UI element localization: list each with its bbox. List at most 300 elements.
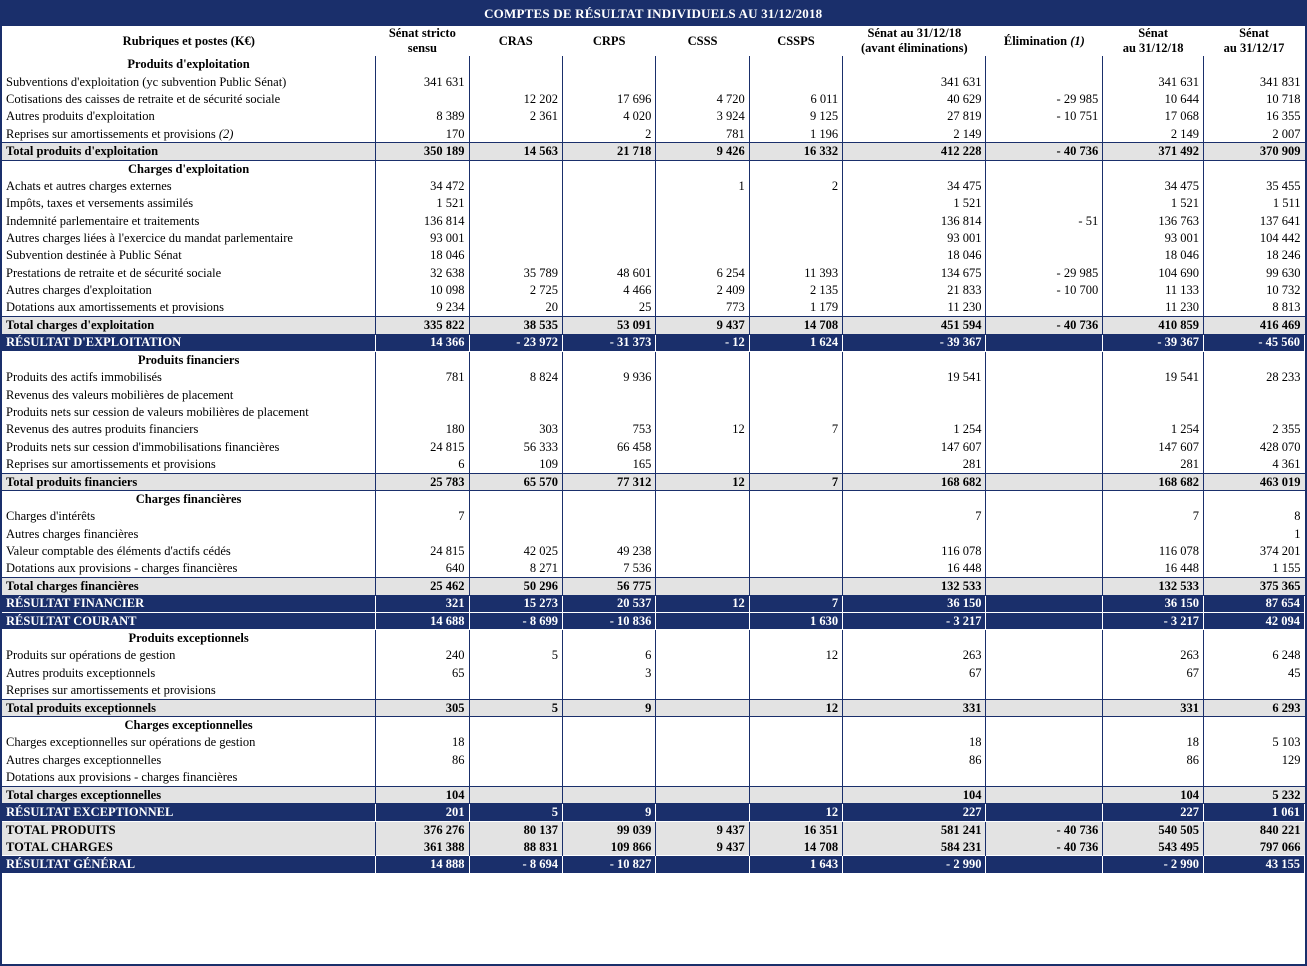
row-label: Charges d'exploitation [2, 160, 376, 177]
row-cell: 2 361 [469, 108, 562, 125]
row-label: Autres charges exceptionnelles [2, 752, 376, 769]
row-cell [656, 160, 749, 177]
row-cell [562, 734, 655, 751]
row-cell: 14 366 [376, 334, 469, 351]
row-cell: 7 [749, 421, 842, 438]
row-cell [1103, 717, 1204, 734]
row-label: Autres charges liées à l'exercice du mandat parlementaire [2, 230, 376, 247]
row-cell: 4 720 [656, 91, 749, 108]
row-label: Charges d'intérêts [2, 508, 376, 525]
row-cell [656, 352, 749, 369]
row-cell [376, 717, 469, 734]
row-cell: 93 001 [1103, 230, 1204, 247]
row-cell [749, 786, 842, 803]
row-cell: 4 020 [562, 108, 655, 125]
row-cell: - 2 990 [843, 856, 986, 873]
row-cell: 14 888 [376, 856, 469, 873]
row-cell: 93 001 [376, 230, 469, 247]
row-cell [986, 439, 1103, 456]
row-cell [843, 630, 986, 647]
page-title: COMPTES DE RÉSULTAT INDIVIDUELS AU 31/12/2018 [2, 2, 1305, 26]
row-cell [469, 630, 562, 647]
row-cell: 1 521 [1103, 195, 1204, 212]
row-label: Charges financières [2, 491, 376, 508]
row-label: TOTAL PRODUITS [2, 821, 376, 838]
row-cell [986, 699, 1103, 716]
row-cell [749, 247, 842, 264]
row-cell: 263 [843, 647, 986, 664]
row-cell: 8 813 [1272, 300, 1301, 315]
row-cell: 3 924 [656, 108, 749, 125]
row-cell: 10 644 [1103, 91, 1204, 108]
row-cell: 227 [843, 804, 986, 821]
row-cell: 49 238 [562, 543, 655, 560]
column-header-5: CSSPS [777, 33, 815, 48]
row-cell: 8 [1294, 509, 1301, 524]
row-cell: 147 607 [1103, 439, 1204, 456]
row-cell: 12 [656, 595, 749, 612]
row-cell: 132 533 [843, 578, 986, 595]
row-label: Total produits financiers [2, 473, 376, 490]
row-cell: 104 [843, 786, 986, 803]
row-cell [469, 491, 562, 508]
row-cell [376, 352, 469, 369]
row-label: RÉSULTAT FINANCIER [2, 595, 376, 612]
row-cell [1103, 630, 1204, 647]
row-cell: 14 708 [749, 839, 842, 856]
row-cell: - 2 990 [1103, 856, 1204, 873]
row-cell [749, 439, 842, 456]
row-cell: 6 [562, 647, 655, 664]
row-cell: 18 046 [843, 247, 986, 264]
row-cell [1103, 56, 1204, 73]
row-cell [1204, 352, 1305, 369]
row-cell [1204, 404, 1305, 421]
row-label: Produits nets sur cession d'immobilisations financières [2, 439, 376, 456]
table-row [2, 526, 1305, 543]
row-cell: 341 631 [1103, 73, 1204, 90]
row-cell: 21 718 [562, 143, 655, 160]
row-cell [1204, 717, 1305, 734]
row-cell [749, 230, 842, 247]
row-cell: 56 775 [562, 578, 655, 595]
row-cell: 4 466 [562, 282, 655, 299]
row-cell: - 29 985 [986, 265, 1103, 282]
row-cell [469, 665, 562, 682]
row-cell: - 40 736 [986, 143, 1103, 160]
row-label: Autres produits exceptionnels [2, 665, 376, 682]
row-cell: 321 [376, 595, 469, 612]
row-cell: 34 472 [376, 178, 469, 195]
row-cell: 25 783 [376, 473, 469, 490]
row-cell: 45 [1288, 665, 1301, 680]
row-cell [1103, 404, 1204, 421]
table-row [2, 317, 1305, 334]
row-cell: - 12 [656, 334, 749, 351]
row-cell [843, 682, 986, 699]
row-cell: 12 202 [469, 91, 562, 108]
row-cell: 6 [376, 456, 469, 473]
row-cell: 132 533 [1103, 578, 1204, 595]
row-cell [1103, 526, 1204, 543]
row-cell: 10 718 [1266, 91, 1301, 106]
row-cell [656, 613, 749, 630]
row-cell: 543 495 [1103, 839, 1204, 856]
row-cell: 341 831 [1259, 74, 1301, 89]
table-row [2, 108, 1305, 125]
row-cell [656, 682, 749, 699]
row-cell [562, 230, 655, 247]
row-cell: - 23 972 [469, 334, 562, 351]
row-cell: 2 135 [749, 282, 842, 299]
row-cell: 376 276 [376, 821, 469, 838]
row-cell [843, 386, 986, 403]
row-cell [656, 630, 749, 647]
row-cell [656, 786, 749, 803]
column-header-7: Élimination (1) [1003, 33, 1085, 48]
row-cell [656, 56, 749, 73]
table-row [2, 404, 1305, 421]
row-cell [656, 734, 749, 751]
row-cell: 6 254 [656, 265, 749, 282]
row-cell: 12 [749, 804, 842, 821]
row-label: RÉSULTAT COURANT [2, 613, 376, 630]
row-cell [376, 386, 469, 403]
row-cell [656, 647, 749, 664]
row-cell: 263 [1103, 647, 1204, 664]
row-cell: 2 007 [1272, 126, 1301, 141]
table-row [2, 91, 1305, 108]
row-cell [986, 717, 1103, 734]
row-cell: 21 833 [843, 282, 986, 299]
row-cell: 5 [469, 699, 562, 716]
row-cell [986, 404, 1103, 421]
row-cell: 35 789 [469, 265, 562, 282]
row-cell: 14 688 [376, 613, 469, 630]
row-cell [469, 769, 562, 786]
row-cell: 28 233 [1266, 370, 1301, 385]
row-cell [656, 856, 749, 873]
row-cell: 9 [562, 804, 655, 821]
row-cell: 17 068 [1103, 108, 1204, 125]
row-cell: 840 221 [1204, 821, 1305, 838]
row-cell: 18 [376, 734, 469, 751]
row-cell: 2 355 [1272, 422, 1301, 437]
row-cell [656, 769, 749, 786]
row-cell: 2 409 [656, 282, 749, 299]
row-cell [986, 299, 1103, 316]
row-cell: 10 098 [376, 282, 469, 299]
row-cell [376, 160, 469, 177]
table-row [2, 613, 1305, 630]
row-cell [562, 195, 655, 212]
row-cell [1204, 682, 1305, 699]
table-row [2, 334, 1305, 351]
row-cell: 3 [562, 665, 655, 682]
row-cell: 7 [376, 508, 469, 525]
table-row [2, 265, 1305, 282]
row-cell: 134 675 [843, 265, 986, 282]
row-cell: 16 448 [843, 560, 986, 577]
row-cell [749, 734, 842, 751]
row-label: Charges exceptionnelles [2, 717, 376, 734]
row-cell [656, 439, 749, 456]
row-cell [376, 769, 469, 786]
row-label: Autres charges financières [2, 526, 376, 543]
row-cell [1103, 160, 1204, 177]
row-cell [986, 613, 1103, 630]
row-label: RÉSULTAT EXCEPTIONNEL [2, 804, 376, 821]
row-cell: 18 046 [376, 247, 469, 264]
row-cell: - 39 367 [1103, 334, 1204, 351]
row-cell [562, 508, 655, 525]
row-cell [986, 56, 1103, 73]
table-header-row [2, 26, 1305, 56]
row-cell [562, 752, 655, 769]
row-cell: 104 442 [1259, 231, 1301, 246]
row-cell [562, 682, 655, 699]
row-cell [986, 526, 1103, 543]
row-cell: 781 [656, 126, 749, 143]
row-cell [376, 491, 469, 508]
row-label: Produits financiers [2, 352, 376, 369]
row-cell: 27 819 [843, 108, 986, 125]
table-row [2, 126, 1305, 143]
row-cell: 9 437 [656, 317, 749, 334]
row-cell: 753 [562, 421, 655, 438]
row-cell: 4 361 [1272, 456, 1301, 471]
row-cell [469, 160, 562, 177]
row-label: Reprises sur amortissements et provisions [2, 456, 376, 473]
table-row [2, 160, 1305, 177]
row-label: Reprises sur amortissements et provisions (2) [2, 126, 376, 143]
row-cell: 374 201 [1259, 544, 1301, 559]
row-cell [749, 213, 842, 230]
row-cell: 7 536 [562, 560, 655, 577]
row-label: Charges exceptionnelles sur opérations de gestion [2, 734, 376, 751]
row-cell: 9 437 [656, 821, 749, 838]
row-cell [656, 752, 749, 769]
row-cell: 1 [1294, 526, 1301, 541]
row-cell: 1 254 [843, 421, 986, 438]
row-cell [656, 508, 749, 525]
row-cell [469, 734, 562, 751]
row-cell: - 3 217 [843, 613, 986, 630]
row-cell [843, 56, 986, 73]
row-cell [562, 56, 655, 73]
row-cell [749, 352, 842, 369]
row-cell [749, 160, 842, 177]
row-cell: 18 [843, 734, 986, 751]
row-label: RÉSULTAT D'EXPLOITATION [2, 334, 376, 351]
row-cell [469, 195, 562, 212]
row-cell: 9 [562, 699, 655, 716]
row-cell: 361 388 [376, 839, 469, 856]
row-cell: 1 061 [1204, 804, 1305, 821]
row-cell: - 51 [986, 213, 1103, 230]
row-cell [469, 56, 562, 73]
row-cell: 8 271 [469, 560, 562, 577]
row-cell: - 29 985 [986, 91, 1103, 108]
row-cell: 11 230 [1103, 299, 1204, 316]
row-cell [656, 578, 749, 595]
row-cell [986, 578, 1103, 595]
row-label: Produits exceptionnels [2, 630, 376, 647]
row-cell: 16 448 [1103, 560, 1204, 577]
table-row [2, 804, 1305, 821]
table-row [2, 769, 1305, 786]
row-cell: 36 150 [1103, 595, 1204, 612]
row-cell: 341 631 [376, 73, 469, 90]
table-row [2, 230, 1305, 247]
row-cell: 416 469 [1204, 317, 1305, 334]
table-row [2, 682, 1305, 699]
row-cell [986, 178, 1103, 195]
row-cell [656, 369, 749, 386]
row-label: Achats et autres charges externes [2, 178, 376, 195]
row-cell [469, 247, 562, 264]
table-row [2, 665, 1305, 682]
row-cell: 11 133 [1103, 282, 1204, 299]
row-cell: 42 025 [469, 543, 562, 560]
row-cell [656, 804, 749, 821]
column-header-9: Sénat au 31/12/17 [1223, 26, 1285, 55]
row-cell: 12 [656, 473, 749, 490]
row-cell [656, 491, 749, 508]
row-cell: - 10 836 [562, 613, 655, 630]
row-cell: 168 682 [843, 473, 986, 490]
row-cell [749, 404, 842, 421]
row-label: Autres produits d'exploitation [2, 108, 376, 125]
row-cell: - 10 700 [986, 282, 1103, 299]
row-cell: 86 [843, 752, 986, 769]
row-cell: 50 296 [469, 578, 562, 595]
table-row [2, 439, 1305, 456]
row-cell: 34 475 [843, 178, 986, 195]
row-cell [656, 404, 749, 421]
row-cell [843, 352, 986, 369]
row-cell: 12 [749, 699, 842, 716]
row-cell: 428 070 [1259, 439, 1301, 454]
column-header-4: CSSS [687, 33, 718, 48]
row-cell [986, 73, 1103, 90]
row-cell: 24 815 [376, 543, 469, 560]
row-cell: 6 293 [1204, 699, 1305, 716]
row-cell: 80 137 [469, 821, 562, 838]
row-cell [469, 508, 562, 525]
row-label: Revenus des valeurs mobilières de placement [2, 386, 376, 403]
row-label: Total produits exceptionnels [2, 699, 376, 716]
row-cell [469, 404, 562, 421]
row-cell: 137 641 [1259, 213, 1301, 228]
row-cell: - 31 373 [562, 334, 655, 351]
row-cell: 24 815 [376, 439, 469, 456]
table-row [2, 143, 1305, 160]
row-cell [749, 560, 842, 577]
row-cell: - 40 736 [986, 839, 1103, 856]
row-cell [843, 160, 986, 177]
row-cell: 12 [749, 647, 842, 664]
row-cell [1204, 630, 1305, 647]
row-cell [1103, 352, 1204, 369]
row-cell: 2 [562, 126, 655, 143]
row-label: Total charges exceptionnelles [2, 786, 376, 803]
table-row [2, 560, 1305, 577]
row-cell [986, 352, 1103, 369]
row-cell [562, 386, 655, 403]
row-cell: 773 [656, 299, 749, 316]
row-cell [843, 717, 986, 734]
row-cell [469, 230, 562, 247]
row-cell [469, 526, 562, 543]
row-cell: 350 189 [376, 143, 469, 160]
row-cell: 9 437 [656, 839, 749, 856]
row-cell [986, 334, 1103, 351]
row-cell: 87 654 [1204, 595, 1305, 612]
row-cell: 48 601 [562, 265, 655, 282]
row-label: Indemnité parlementaire et traitements [2, 213, 376, 230]
row-cell: 20 [469, 299, 562, 316]
row-cell: 67 [843, 665, 986, 682]
row-cell: 1 179 [749, 299, 842, 316]
row-cell: 35 455 [1266, 178, 1301, 193]
row-cell [562, 178, 655, 195]
table-row [2, 752, 1305, 769]
table-row [2, 421, 1305, 438]
row-cell: 136 763 [1103, 213, 1204, 230]
row-cell [562, 491, 655, 508]
row-cell: 1 630 [749, 613, 842, 630]
row-cell [656, 230, 749, 247]
table-row [2, 213, 1305, 230]
table-row [2, 734, 1305, 751]
table-row [2, 839, 1305, 856]
row-cell [749, 630, 842, 647]
table-row [2, 821, 1305, 838]
row-label: Valeur comptable des éléments d'actifs cédés [2, 543, 376, 560]
row-cell: 65 [376, 665, 469, 682]
row-cell: - 45 560 [1204, 334, 1305, 351]
row-cell: 25 462 [376, 578, 469, 595]
row-cell [986, 230, 1103, 247]
table-row [2, 195, 1305, 212]
row-cell: 170 [376, 126, 469, 143]
row-cell: 1 511 [1272, 196, 1301, 211]
row-cell: 25 [562, 299, 655, 316]
table-row [2, 73, 1305, 90]
row-cell: 1 624 [749, 334, 842, 351]
row-cell: 781 [376, 369, 469, 386]
row-cell: - 39 367 [843, 334, 986, 351]
row-cell [749, 508, 842, 525]
table-row [2, 578, 1305, 595]
row-cell [986, 856, 1103, 873]
row-cell [986, 126, 1103, 143]
row-cell [469, 786, 562, 803]
row-cell [749, 769, 842, 786]
row-cell: 584 231 [843, 839, 986, 856]
row-cell [749, 682, 842, 699]
table-row [2, 473, 1305, 490]
row-cell: 1 521 [843, 195, 986, 212]
row-cell: 20 537 [562, 595, 655, 612]
row-label: Total produits d'exploitation [2, 143, 376, 160]
row-label: Impôts, taxes et versements assimilés [2, 195, 376, 212]
row-cell: 116 078 [1103, 543, 1204, 560]
row-cell [562, 73, 655, 90]
row-cell: 2 149 [1103, 126, 1204, 143]
row-cell [749, 73, 842, 90]
